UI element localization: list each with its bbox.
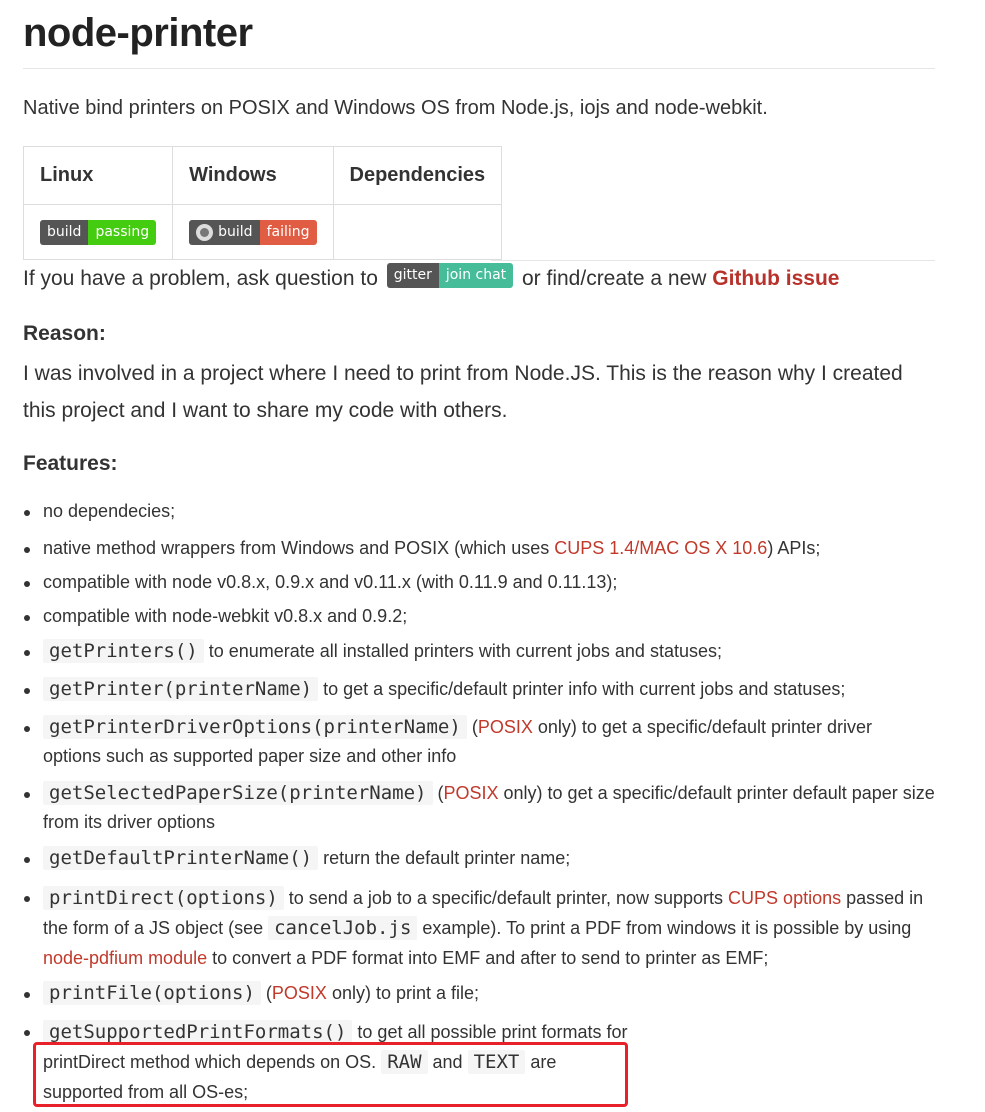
feature-text: native method wrappers from Windows and POSIX (which uses [43, 538, 555, 558]
posix-link[interactable]: POSIX [271, 983, 327, 1003]
col-header-dependencies: Dependencies [333, 147, 502, 205]
cell-windows-badge [173, 205, 333, 260]
code-printfile: printFile(options) [43, 981, 261, 1005]
cell-dependencies [333, 205, 502, 260]
code-getsupportedprintformats: getSupportedPrintFormats() [43, 1020, 352, 1044]
github-issue-link[interactable]: Github issue [712, 267, 840, 290]
feature-text: no dependecies; [43, 501, 176, 521]
list-item [23, 1017, 935, 1107]
features-list [23, 497, 935, 1107]
feature-text: example). To print a PDF from windows it is possible by using [417, 918, 912, 938]
list-item [23, 844, 935, 873]
reason-text: I was involved in a project where I need to print from Node.JS. This is the reason why I created this project and I want to share my code with others. [23, 362, 903, 422]
feature-text: return the default printer name; [318, 848, 571, 868]
list-item [23, 675, 935, 704]
gitter-label: gitter [387, 263, 439, 288]
node-pdfium-link[interactable]: node-pdfium module [43, 948, 208, 968]
linux-build-badge[interactable] [40, 220, 156, 245]
feature-text: to convert a PDF format into EMF and after to send to printer as EMF; [207, 948, 769, 968]
code-getprinters: getPrinters() [43, 639, 204, 663]
feature-text: only) to get a specific/default printer driver options such as supported paper size and other info [43, 717, 873, 766]
code-getselectedpapersize: getSelectedPaperSize(printerName) [43, 781, 433, 805]
gitter-badge[interactable] [387, 263, 513, 288]
feature-text: ) APIs; [767, 538, 821, 558]
col-header-windows: Windows [173, 147, 333, 205]
page-title: node-printer [23, 11, 253, 55]
project-description: Native bind printers on POSIX and Windows OS from Node.js, iojs and node-webkit. [23, 97, 768, 119]
windows-build-badge[interactable] [189, 220, 316, 245]
posix-link[interactable]: POSIX [477, 717, 533, 737]
feature-text: to get all possible print formats for printDirect method which depends on OS. [43, 1022, 628, 1072]
reason-heading: Reason: [23, 322, 106, 345]
badge-left-label: build [218, 223, 253, 240]
code-raw: RAW [381, 1050, 427, 1074]
posix-link[interactable]: POSIX [443, 783, 499, 803]
feature-text: compatible with node v0.8.x, 0.9.x and v0.11.x (with 0.11.9 and 0.11.13); [43, 572, 618, 592]
feature-text: only) to get a specific/default printer default paper size from its driver options [43, 783, 935, 832]
list-item [23, 568, 935, 597]
help-line [23, 263, 839, 295]
list-item [23, 637, 935, 666]
badge-right-label: passing [88, 220, 156, 245]
code-text: TEXT [468, 1050, 526, 1074]
feature-text: to enumerate all installed printers with current jobs and statuses; [203, 641, 722, 661]
feature-text: to get a specific/default printer info with current jobs and statuses; [318, 679, 846, 699]
list-item [23, 713, 935, 771]
list-item [23, 979, 935, 1008]
badge-left-label: build [40, 220, 88, 245]
code-getdefaultprintername: getDefaultPrinterName() [43, 846, 318, 870]
help-text-middle: or find/create a new [516, 267, 713, 290]
feature-text: to send a job to a specific/default printer, now supports [283, 888, 729, 908]
join-chat-label: join chat [439, 263, 513, 288]
feature-text: ( [466, 717, 478, 737]
badge-right-label: failing [260, 220, 317, 245]
appveyor-icon [196, 224, 213, 241]
feature-text: are supported from all OS-es; [43, 1052, 557, 1102]
badge-left [189, 220, 259, 245]
feature-text: only) to print a file; [326, 983, 480, 1003]
list-item [23, 497, 935, 526]
feature-text: passed in the form of a JS object (see [43, 888, 924, 938]
title-divider [23, 68, 935, 69]
cups-options-link[interactable]: CUPS options [728, 888, 842, 908]
list-item [23, 883, 935, 973]
feature-text: compatible with node-webkit v0.8.x and 0.9.2; [43, 606, 408, 626]
code-printdirect: printDirect(options) [43, 886, 284, 910]
code-canceljob: cancelJob.js [268, 916, 417, 940]
build-status-table [23, 146, 502, 260]
feature-text: ( [432, 783, 444, 803]
col-header-linux: Linux [24, 147, 173, 205]
table-divider [491, 260, 935, 261]
help-text-before: If you have a problem, ask question to [23, 267, 384, 290]
cell-linux-badge [24, 205, 173, 260]
feature-text: and [427, 1052, 468, 1072]
feature-text: ( [260, 983, 272, 1003]
list-item [23, 534, 935, 563]
features-heading: Features: [23, 452, 118, 475]
code-getprinter: getPrinter(printerName) [43, 677, 318, 701]
cups-link[interactable]: CUPS 1.4/MAC OS X 10.6 [554, 538, 768, 558]
list-item [23, 779, 935, 837]
code-getprinterdriveroptions: getPrinterDriverOptions(printerName) [43, 715, 467, 739]
list-item [23, 602, 935, 631]
